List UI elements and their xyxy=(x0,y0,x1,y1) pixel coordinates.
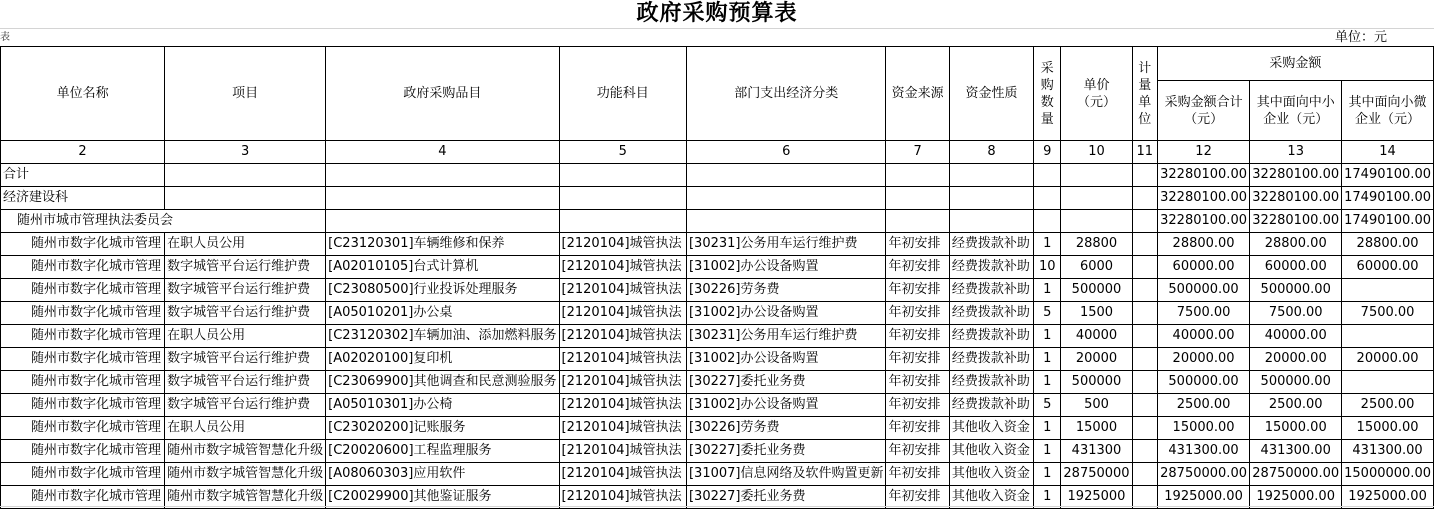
price-cell[interactable]: 40000 xyxy=(1061,325,1132,348)
fund-source-cell[interactable]: 年初安排 xyxy=(886,256,949,279)
empty-cell[interactable] xyxy=(886,210,949,233)
amount-micro-cell[interactable]: 17490100.00 xyxy=(1342,164,1434,187)
empty-cell[interactable] xyxy=(1034,164,1061,187)
header-amount-sme[interactable]: 其中面向中小企业（元） xyxy=(1250,81,1342,141)
summary-row xyxy=(1,210,1434,233)
qty-cell[interactable]: 1 xyxy=(1034,279,1061,302)
item-cell[interactable]: [C23120302]车辆加油、添加燃料服务 xyxy=(326,325,559,348)
header-price[interactable]: 单价（元） xyxy=(1061,47,1132,141)
econ-cell[interactable]: [30227]委托业务费 xyxy=(686,486,886,509)
table-row xyxy=(1,440,1434,463)
measure-cell[interactable] xyxy=(1132,463,1157,486)
table-row xyxy=(1,463,1434,486)
fund-source-cell[interactable]: 年初安排 xyxy=(886,394,949,417)
qty-cell[interactable]: 1 xyxy=(1034,417,1061,440)
measure-cell[interactable] xyxy=(1132,371,1157,394)
measure-cell[interactable] xyxy=(1132,325,1157,348)
amount-total-cell[interactable]: 60000.00 xyxy=(1157,256,1249,279)
amount-micro-cell[interactable]: 17490100.00 xyxy=(1342,187,1434,210)
amount-total-cell[interactable]: 7500.00 xyxy=(1157,302,1249,325)
project-cell[interactable]: 数字城管平台运行维护费 xyxy=(165,279,326,302)
econ-cell[interactable]: [31002]办公设备购置 xyxy=(686,394,886,417)
amount-sme-cell[interactable]: 2500.00 xyxy=(1250,394,1342,417)
empty-cell[interactable] xyxy=(326,187,559,210)
item-cell[interactable]: [A05010301]办公椅 xyxy=(326,394,559,417)
price-cell[interactable]: 500000 xyxy=(1061,279,1132,302)
column-number-cell[interactable]: 7 xyxy=(886,141,949,164)
empty-cell[interactable] xyxy=(886,164,949,187)
fund-source-cell[interactable]: 年初安排 xyxy=(886,302,949,325)
amount-sme-cell[interactable]: 500000.00 xyxy=(1250,279,1342,302)
amount-sme-cell[interactable]: 28750000.00 xyxy=(1250,463,1342,486)
empty-cell[interactable] xyxy=(559,210,686,233)
amount-total-cell[interactable]: 20000.00 xyxy=(1157,348,1249,371)
econ-cell[interactable]: [30231]公务用车运行维护费 xyxy=(686,325,886,348)
header-project[interactable]: 项目 xyxy=(165,47,326,141)
item-cell[interactable]: [C20029900]其他鉴证服务 xyxy=(326,486,559,509)
header-econ[interactable]: 部门支出经济分类 xyxy=(686,47,886,141)
fund-source-cell[interactable]: 年初安排 xyxy=(886,371,949,394)
project-cell[interactable]: 随州市数字城管智慧化升级 xyxy=(165,463,326,486)
amount-sme-cell[interactable]: 15000.00 xyxy=(1250,417,1342,440)
project-cell[interactable]: 在职人员公用 xyxy=(165,325,326,348)
econ-cell[interactable]: [30227]委托业务费 xyxy=(686,440,886,463)
table-row xyxy=(1,394,1434,417)
fund-source-cell[interactable]: 年初安排 xyxy=(886,279,949,302)
summary-row xyxy=(1,164,1434,187)
table-row xyxy=(1,325,1434,348)
unit-name-cell[interactable]: 随州市数字化城市管理 xyxy=(1,463,165,486)
header-function[interactable]: 功能科目 xyxy=(559,47,686,141)
item-cell[interactable]: [A02010105]台式计算机 xyxy=(326,256,559,279)
amount-micro-cell[interactable]: 1925000.00 xyxy=(1342,486,1434,509)
econ-cell[interactable]: [31002]办公设备购置 xyxy=(686,302,886,325)
amount-micro-cell[interactable] xyxy=(1342,325,1434,348)
price-cell[interactable]: 500 xyxy=(1061,394,1132,417)
fund-source-cell[interactable]: 年初安排 xyxy=(886,463,949,486)
function-cell[interactable]: [2120104]城管执法 xyxy=(559,394,686,417)
fund-source-cell[interactable]: 年初安排 xyxy=(886,233,949,256)
unit-name-cell[interactable]: 随州市数字化城市管理 xyxy=(1,302,165,325)
econ-cell[interactable]: [31002]办公设备购置 xyxy=(686,348,886,371)
header-amount-group[interactable]: 采购金额 xyxy=(1157,47,1433,81)
amount-micro-cell[interactable]: 2500.00 xyxy=(1342,394,1434,417)
amount-sme-cell[interactable]: 32280100.00 xyxy=(1250,187,1342,210)
item-cell[interactable]: [A08060303]应用软件 xyxy=(326,463,559,486)
column-number-cell[interactable]: 5 xyxy=(559,141,686,164)
empty-cell[interactable] xyxy=(1132,187,1157,210)
amount-total-cell[interactable]: 40000.00 xyxy=(1157,325,1249,348)
project-cell[interactable]: 数字城管平台运行维护费 xyxy=(165,302,326,325)
amount-total-cell[interactable]: 15000.00 xyxy=(1157,417,1249,440)
unit-name-cell[interactable]: 随州市数字化城市管理 xyxy=(1,348,165,371)
price-cell[interactable]: 6000 xyxy=(1061,256,1132,279)
amount-sme-cell[interactable]: 500000.00 xyxy=(1250,371,1342,394)
unit-label: 单位：元 xyxy=(1335,30,1388,45)
econ-cell[interactable]: [31002]办公设备购置 xyxy=(686,256,886,279)
empty-cell[interactable] xyxy=(1034,210,1061,233)
function-cell[interactable]: [2120104]城管执法 xyxy=(559,348,686,371)
amount-sme-cell[interactable]: 32280100.00 xyxy=(1250,210,1342,233)
qty-cell[interactable]: 10 xyxy=(1034,256,1061,279)
fund-source-cell[interactable]: 年初安排 xyxy=(886,325,949,348)
qty-cell[interactable]: 1 xyxy=(1034,371,1061,394)
empty-cell[interactable] xyxy=(886,187,949,210)
function-cell[interactable]: [2120104]城管执法 xyxy=(559,417,686,440)
empty-cell[interactable] xyxy=(1061,164,1132,187)
empty-cell[interactable] xyxy=(326,210,559,233)
amount-sme-cell[interactable]: 20000.00 xyxy=(1250,348,1342,371)
item-cell[interactable]: [C23069900]其他调查和民意测验服务 xyxy=(326,371,559,394)
amount-sme-cell[interactable]: 431300.00 xyxy=(1250,440,1342,463)
item-cell[interactable]: [C23020200]记账服务 xyxy=(326,417,559,440)
price-cell[interactable]: 1500 xyxy=(1061,302,1132,325)
qty-cell[interactable]: 1 xyxy=(1034,325,1061,348)
header-fund-source[interactable]: 资金来源 xyxy=(886,47,949,141)
price-cell[interactable]: 15000 xyxy=(1061,417,1132,440)
amount-total-cell[interactable]: 500000.00 xyxy=(1157,279,1249,302)
amount-micro-cell[interactable]: 60000.00 xyxy=(1342,256,1434,279)
measure-cell[interactable] xyxy=(1132,256,1157,279)
fund-nature-cell[interactable]: 经费拨款补助 xyxy=(949,348,1033,371)
qty-cell[interactable]: 5 xyxy=(1034,302,1061,325)
project-cell[interactable]: 在职人员公用 xyxy=(165,233,326,256)
summary-name-cell[interactable]: 随州市城市管理执法委员会 xyxy=(1,210,326,233)
function-cell[interactable]: [2120104]城管执法 xyxy=(559,463,686,486)
amount-micro-cell[interactable] xyxy=(1342,371,1434,394)
empty-cell[interactable] xyxy=(949,164,1033,187)
amount-sme-cell[interactable]: 60000.00 xyxy=(1250,256,1342,279)
empty-cell[interactable] xyxy=(1132,164,1157,187)
measure-cell[interactable] xyxy=(1132,440,1157,463)
function-cell[interactable]: [2120104]城管执法 xyxy=(559,279,686,302)
amount-total-cell[interactable]: 32280100.00 xyxy=(1157,210,1249,233)
column-number-cell[interactable]: 9 xyxy=(1034,141,1061,164)
project-cell[interactable]: 随州市数字城管智慧化升级 xyxy=(165,486,326,509)
column-number-cell[interactable]: 12 xyxy=(1157,141,1249,164)
empty-cell[interactable] xyxy=(1061,210,1132,233)
header-item[interactable]: 政府采购品目 xyxy=(326,47,559,141)
table-row xyxy=(1,279,1434,302)
summary-name-cell[interactable]: 经济建设科 xyxy=(1,187,165,210)
measure-cell[interactable] xyxy=(1132,279,1157,302)
econ-cell[interactable]: [30226]劳务费 xyxy=(686,279,886,302)
amount-sme-cell[interactable]: 40000.00 xyxy=(1250,325,1342,348)
fund-source-cell[interactable]: 年初安排 xyxy=(886,417,949,440)
qty-cell[interactable]: 1 xyxy=(1034,233,1061,256)
amount-total-cell[interactable]: 32280100.00 xyxy=(1157,164,1249,187)
function-cell[interactable]: [2120104]城管执法 xyxy=(559,302,686,325)
fund-nature-cell[interactable]: 经费拨款补助 xyxy=(949,233,1033,256)
qty-cell[interactable]: 5 xyxy=(1034,394,1061,417)
fund-nature-cell[interactable]: 经费拨款补助 xyxy=(949,279,1033,302)
header-qty[interactable]: 采购数量 xyxy=(1034,47,1061,141)
amount-micro-cell[interactable]: 28800.00 xyxy=(1342,233,1434,256)
column-number-cell[interactable]: 6 xyxy=(686,141,886,164)
amount-total-cell[interactable]: 2500.00 xyxy=(1157,394,1249,417)
column-number-cell[interactable]: 14 xyxy=(1342,141,1434,164)
table-label: 表 xyxy=(0,32,10,43)
table-row xyxy=(1,302,1434,325)
price-cell[interactable]: 500000 xyxy=(1061,371,1132,394)
column-number-row xyxy=(1,141,1434,164)
unit-name-cell[interactable]: 随州市数字化城市管理 xyxy=(1,440,165,463)
fund-nature-cell[interactable]: 其他收入资金 xyxy=(949,463,1033,486)
fund-nature-cell[interactable]: 经费拨款补助 xyxy=(949,302,1033,325)
measure-cell[interactable] xyxy=(1132,348,1157,371)
project-cell[interactable]: 数字城管平台运行维护费 xyxy=(165,256,326,279)
qty-cell[interactable]: 1 xyxy=(1034,463,1061,486)
summary-row xyxy=(1,187,1434,210)
amount-micro-cell[interactable]: 15000.00 xyxy=(1342,417,1434,440)
amount-micro-cell[interactable]: 431300.00 xyxy=(1342,440,1434,463)
fund-nature-cell[interactable]: 其他收入资金 xyxy=(949,440,1033,463)
fund-source-cell[interactable]: 年初安排 xyxy=(886,440,949,463)
budget-table xyxy=(0,46,1434,509)
header-measure[interactable]: 计量单位 xyxy=(1132,47,1157,141)
unit-name-cell[interactable]: 随州市数字化城市管理 xyxy=(1,371,165,394)
unit-name-cell[interactable]: 随州市数字化城市管理 xyxy=(1,279,165,302)
project-cell[interactable]: 数字城管平台运行维护费 xyxy=(165,348,326,371)
table-row xyxy=(1,256,1434,279)
item-cell[interactable]: [C23120301]车辆维修和保养 xyxy=(326,233,559,256)
header-amount-total[interactable]: 采购金额合计（元） xyxy=(1157,81,1249,141)
econ-cell[interactable]: [30226]劳务费 xyxy=(686,417,886,440)
empty-cell[interactable] xyxy=(686,187,886,210)
header-amount-micro[interactable]: 其中面向小微企业（元） xyxy=(1342,81,1434,141)
amount-sme-cell[interactable]: 32280100.00 xyxy=(1250,164,1342,187)
qty-cell[interactable]: 1 xyxy=(1034,486,1061,509)
function-cell[interactable]: [2120104]城管执法 xyxy=(559,256,686,279)
table-row xyxy=(1,417,1434,440)
empty-cell[interactable] xyxy=(559,164,686,187)
table-row xyxy=(1,348,1434,371)
empty-cell[interactable] xyxy=(686,164,886,187)
qty-cell[interactable]: 1 xyxy=(1034,348,1061,371)
measure-cell[interactable] xyxy=(1132,233,1157,256)
project-cell[interactable]: 数字城管平台运行维护费 xyxy=(165,394,326,417)
empty-cell[interactable] xyxy=(686,210,886,233)
column-number-cell[interactable]: 11 xyxy=(1132,141,1157,164)
price-cell[interactable]: 28800 xyxy=(1061,233,1132,256)
table-row xyxy=(1,233,1434,256)
column-number-cell[interactable]: 4 xyxy=(326,141,559,164)
empty-cell[interactable] xyxy=(1061,187,1132,210)
amount-sme-cell[interactable]: 1925000.00 xyxy=(1250,486,1342,509)
amount-total-cell[interactable]: 431300.00 xyxy=(1157,440,1249,463)
function-cell[interactable]: [2120104]城管执法 xyxy=(559,371,686,394)
item-cell[interactable]: [A05010201]办公桌 xyxy=(326,302,559,325)
amount-micro-cell[interactable] xyxy=(1342,279,1434,302)
table-row xyxy=(1,371,1434,394)
subtitle-row xyxy=(0,29,1434,46)
amount-total-cell[interactable]: 500000.00 xyxy=(1157,371,1249,394)
empty-cell[interactable] xyxy=(326,164,559,187)
function-cell[interactable]: [2120104]城管执法 xyxy=(559,325,686,348)
project-cell[interactable]: 数字城管平台运行维护费 xyxy=(165,371,326,394)
unit-name-cell[interactable]: 随州市数字化城市管理 xyxy=(1,486,165,509)
column-number-cell[interactable]: 13 xyxy=(1250,141,1342,164)
item-cell[interactable]: [C23080500]行业投诉处理服务 xyxy=(326,279,559,302)
grid-line xyxy=(0,506,1434,507)
amount-total-cell[interactable]: 28750000.00 xyxy=(1157,463,1249,486)
function-cell[interactable]: [2120104]城管执法 xyxy=(559,486,686,509)
summary-name-cell[interactable]: 合计 xyxy=(1,164,165,187)
function-cell[interactable]: [2120104]城管执法 xyxy=(559,233,686,256)
column-number-cell[interactable]: 2 xyxy=(1,141,165,164)
amount-micro-cell[interactable]: 15000000.00 xyxy=(1342,463,1434,486)
measure-cell[interactable] xyxy=(1132,302,1157,325)
amount-sme-cell[interactable]: 7500.00 xyxy=(1250,302,1342,325)
econ-cell[interactable]: [30231]公务用车运行维护费 xyxy=(686,233,886,256)
amount-total-cell[interactable]: 32280100.00 xyxy=(1157,187,1249,210)
measure-cell[interactable] xyxy=(1132,417,1157,440)
column-number-cell[interactable]: 3 xyxy=(165,141,326,164)
measure-cell[interactable] xyxy=(1132,394,1157,417)
fund-nature-cell[interactable]: 经费拨款补助 xyxy=(949,256,1033,279)
amount-sme-cell[interactable]: 28800.00 xyxy=(1250,233,1342,256)
econ-cell[interactable]: [30227]委托业务费 xyxy=(686,371,886,394)
project-cell[interactable]: 随州市数字城管智慧化升级 xyxy=(165,440,326,463)
price-cell[interactable]: 20000 xyxy=(1061,348,1132,371)
fund-nature-cell[interactable]: 其他收入资金 xyxy=(949,486,1033,509)
unit-name-cell[interactable]: 随州市数字化城市管理 xyxy=(1,417,165,440)
header-fund-nature[interactable]: 资金性质 xyxy=(949,47,1033,141)
header-unit-name[interactable]: 单位名称 xyxy=(1,47,165,141)
empty-cell[interactable] xyxy=(949,210,1033,233)
fund-source-cell[interactable]: 年初安排 xyxy=(886,486,949,509)
unit-name-cell[interactable]: 随州市数字化城市管理 xyxy=(1,233,165,256)
unit-name-cell[interactable]: 随州市数字化城市管理 xyxy=(1,256,165,279)
amount-micro-cell[interactable]: 7500.00 xyxy=(1342,302,1434,325)
unit-name-cell[interactable]: 随州市数字化城市管理 xyxy=(1,325,165,348)
price-cell[interactable]: 431300 xyxy=(1061,440,1132,463)
amount-micro-cell[interactable]: 20000.00 xyxy=(1342,348,1434,371)
fund-source-cell[interactable]: 年初安排 xyxy=(886,348,949,371)
amount-total-cell[interactable]: 1925000.00 xyxy=(1157,486,1249,509)
price-cell[interactable]: 1925000 xyxy=(1061,486,1132,509)
column-number-cell[interactable]: 10 xyxy=(1061,141,1132,164)
empty-cell[interactable] xyxy=(559,187,686,210)
page-title: 政府采购预算表 xyxy=(636,1,798,26)
econ-cell[interactable]: [31007]信息网络及软件购置更新 xyxy=(686,463,886,486)
empty-cell[interactable] xyxy=(165,187,326,210)
amount-total-cell[interactable]: 28800.00 xyxy=(1157,233,1249,256)
fund-nature-cell[interactable]: 经费拨款补助 xyxy=(949,325,1033,348)
item-cell[interactable]: [A02020100]复印机 xyxy=(326,348,559,371)
amount-micro-cell[interactable]: 17490100.00 xyxy=(1342,210,1434,233)
empty-cell[interactable] xyxy=(165,164,326,187)
fund-nature-cell[interactable]: 经费拨款补助 xyxy=(949,394,1033,417)
qty-cell[interactable]: 1 xyxy=(1034,440,1061,463)
unit-name-cell[interactable]: 随州市数字化城市管理 xyxy=(1,394,165,417)
column-number-cell[interactable]: 8 xyxy=(949,141,1033,164)
project-cell[interactable]: 在职人员公用 xyxy=(165,417,326,440)
empty-cell[interactable] xyxy=(1034,187,1061,210)
fund-nature-cell[interactable]: 其他收入资金 xyxy=(949,417,1033,440)
item-cell[interactable]: [C20020600]工程监理服务 xyxy=(326,440,559,463)
function-cell[interactable]: [2120104]城管执法 xyxy=(559,440,686,463)
fund-nature-cell[interactable]: 经费拨款补助 xyxy=(949,371,1033,394)
price-cell[interactable]: 28750000 xyxy=(1061,463,1132,486)
empty-cell[interactable] xyxy=(949,187,1033,210)
empty-cell[interactable] xyxy=(1132,210,1157,233)
